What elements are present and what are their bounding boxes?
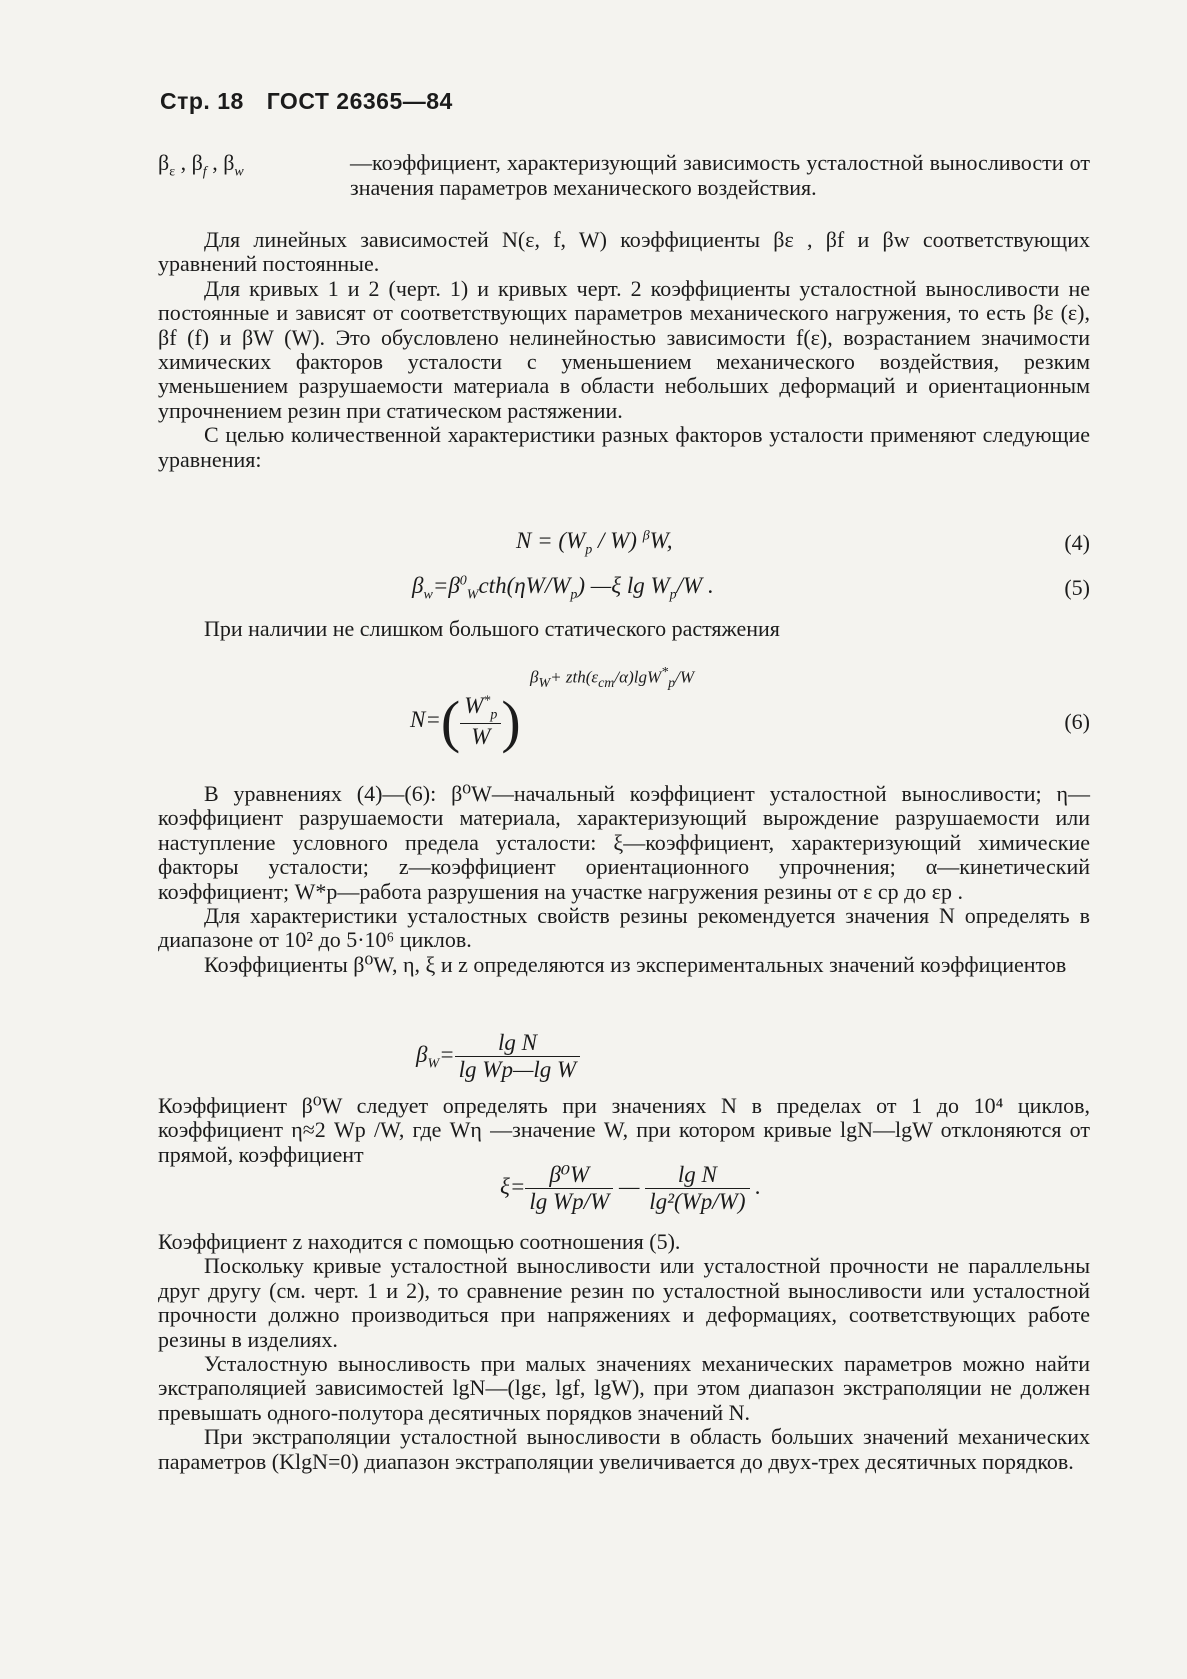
equation-4: $N = (W_p / W)$ $^\beta$W, — [516, 528, 673, 558]
paragraph-curves: Для кривых 1 и 2 (черт. 1) и кривых черт. 2 коэффициенты усталостной выносливости не постоянные и зависят от соответствующих параметров механического нагружения, то есть βε (ε), βf (f) и βW (W). Это обусловлено нелинейностью зависимости f(ε), возрастанием значимости химических факторов усталости с уменьшением механического воздействия, резким уменьшением разрушаемости материала в области небольших деформаций и ориентационным упрочнением резин при статическом растяжении. — [158, 275, 1091, 423]
xi-denominator-1: lg Wp/W — [525, 1188, 613, 1215]
paragraph-low-values: Усталостную выносливость при малых значениях механических параметров можно найти экстраполяцией зависимостей lgN—(lgε, lgf, lgW), при этом диапазон экстраполяции не должен превышать одного-полутора десятичных порядков значений N. — [158, 1351, 1090, 1425]
text-block-2 — [158, 617, 1090, 641]
definition-text: —коэффициент, характеризующий зависимость усталостной выносливости от значения параметров механического воздействия. — [350, 150, 1090, 200]
page-header — [160, 88, 469, 115]
xi-denominator-2: lg²(Wp/W) — [645, 1188, 749, 1215]
definition-symbols: $\beta_\varepsilon$ , $\beta_f$ , $\beta_w$ — [158, 150, 244, 180]
paragraph-z: Коэффициент z находится с помощью соотношения (5). — [158, 1229, 681, 1254]
xi-numerator-1: β⁰W — [549, 1162, 590, 1187]
page-number: Стр. 18 — [160, 88, 244, 114]
paragraph-equations-intro: С целью количественной характеристики разных факторов усталости применяют следующие уравнения: — [158, 422, 1090, 472]
standard-number: ГОСТ 26365—84 — [266, 88, 453, 114]
text-block-3 — [158, 782, 1090, 977]
paragraph-coefficients: Коэффициенты β⁰W, η, ξ и z определяются из экспериментальных значений коэффициентов — [204, 951, 1067, 977]
xi-formula: ξ= $\frac{\text{β⁰W}}{\text{lg Wp/W}}$ — $\frac{\text{lg N}}{\text{lg²(Wp/W)}}$ . — [500, 1162, 761, 1214]
beta-w-formula: $\beta_W=$ $\frac{\text{lg N}}{\text{lg Wp—lg W}}$ — [416, 1030, 580, 1083]
paragraph-linear: Для линейных зависимостей N(ε, f, W) коэффициенты βε , βf и βw соответствующих уравнений постоянные. — [158, 227, 1090, 277]
paragraph-high-values: При экстраполяции усталостной выносливости в область больших значений механических параметров (KlgN=0) диапазон экстраполяции увеличивается до двух-трех десятичных порядков. — [158, 1424, 1090, 1474]
paragraph-coef-determination: Коэффициент β⁰W следует определять при значениях N в пределах от 1 до 10⁴ циклов, коэффициент η≈2 Wp /W, где Wη —значение W, при котором кривые lgN—lgW отклоняются от прямой, коэффициент — [158, 1093, 1090, 1167]
paragraph-range: Для характеристики усталостных свойств резины рекомендуется значения N определять в диапазоне от 10² до 5·10⁶ циклов. — [158, 903, 1090, 953]
text-block-4 — [158, 1094, 1090, 1167]
equation-4-number: (4) — [1064, 530, 1090, 555]
equation-6: N=( $\frac{W^*_p}{W}$ ) — [410, 689, 521, 754]
beta-w-numerator: lg N — [497, 1030, 537, 1055]
paragraph-comparison: Поскольку кривые усталостной выносливости или усталостной прочности не параллельны друг другу (см. черт. 1 и 2), то сравнение резин по усталостной выносливости или усталостной прочности должно производиться при напряжениях и деформациях, соответствующих работе резины в изделиях. — [158, 1253, 1090, 1352]
xi-numerator-2: lg N — [677, 1162, 717, 1187]
text-block-5 — [158, 1230, 1090, 1474]
text-block-1 — [158, 228, 1090, 472]
equation-6-number: (6) — [1064, 709, 1090, 734]
equation-6-exponent: $\beta_W+ zth(\varepsilon_{ст}/\alpha)\lg W^*_p/W$ — [530, 665, 695, 692]
equation-5-number: (5) — [1064, 575, 1090, 600]
beta-w-denominator: lg Wp—lg W — [455, 1056, 581, 1083]
equation-5: $\beta_w=\beta^0_Wcth(\eta W/W_p)$ —ξ $\lg W_p/W$ . — [412, 573, 714, 603]
paragraph-legend: В уравнениях (4)—(6): β⁰W—начальный коэффициент усталостной выносливости; η—коэффициент разрушаемости материала, характеризующий вырождение разрушаемости или наступление условного предела усталости: ξ—коэффициент, характеризующий химические факторы усталости; z—коэффициент ориентационного упрочнения; α—кинетический коэффициент; W*p—работа разрушения на участке нагружения резины от ε ср до εр . — [158, 781, 1090, 904]
paragraph-static-stretch: При наличии не слишком большого статического растяжения — [204, 616, 780, 641]
